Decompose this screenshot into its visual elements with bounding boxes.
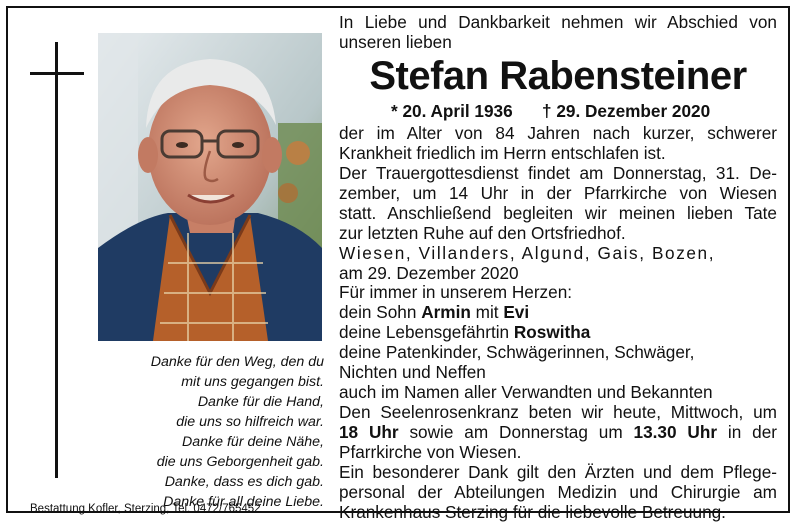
poem-line: Danke für deine Nähe, [182, 434, 324, 450]
poem-line: Danke für den Weg, den du [150, 354, 324, 370]
poem-line: die uns Geborgenheit gab. [156, 454, 324, 470]
body-line: Wiesen, Villanders, Algund, Gais, Bozen, [339, 243, 716, 263]
poem-line: mit uns gegangen bist. [181, 374, 324, 390]
mourners-heading: Für immer in unserem Herzen: [339, 282, 573, 302]
poem [96, 352, 324, 512]
rosary-text: sowie am Donnerstag um [398, 422, 634, 442]
body-line: der im Alter von 84 Jahren nach kurzer, schwerer [339, 123, 777, 143]
rosary-line: Pfarrkirche von Wiesen. [339, 442, 522, 462]
birth-date: * 20. April 1936 [391, 101, 513, 121]
body-line: statt. Anschließend begleiten wir meinen lieben Tate [339, 203, 777, 223]
body-line: Der Trauergottesdienst findet am Donnerstag, 31. De- [339, 163, 777, 183]
poem-line: Danke für die Hand, [197, 394, 324, 410]
thanks-notice [339, 462, 777, 522]
mourner-name: Roswitha [513, 322, 591, 342]
rosary-line [339, 422, 777, 442]
mourners-list [339, 282, 777, 402]
mourner-name: Armin [421, 302, 471, 322]
cross-icon [55, 42, 58, 478]
body-line: am 29. Dezember 2020 [339, 263, 519, 283]
deceased-name: Stefan Rabensteiner [369, 54, 747, 98]
poem-line: die uns so hilfreich war. [176, 414, 324, 430]
mourner-text: dein Sohn [339, 302, 422, 322]
thanks-line: Ein besonderer Dank gilt den Ärzten und dem Pflege- [339, 462, 777, 482]
rosary-time: 13.30 Uhr [633, 422, 718, 442]
body-line: zember, um 14 Uhr in der Pfarrkirche von Wiesen [339, 183, 777, 203]
undertaker-credit: Bestattung Kofler, Sterzing, Tel. 0472/765452 [30, 503, 261, 515]
mourner-name: Evi [503, 302, 530, 322]
portrait-photo [98, 33, 322, 341]
thanks-line: personal der Abteilungen Medizin und Chirurgie am [339, 482, 777, 502]
death-date: † 29. Dezember 2020 [542, 101, 711, 121]
mourner-line [339, 322, 777, 342]
body-line: Krankheit friedlich im Herrn entschlafen ist. [339, 143, 666, 163]
intro-line: unseren lieben [339, 32, 452, 52]
mourner-line [339, 302, 777, 322]
mourner-line: Nichten und Neffen [339, 362, 486, 382]
mourner-text: deine Lebensgefährtin [339, 322, 514, 342]
poem-line: Danke, dass es dich gab. [164, 474, 324, 490]
rosary-time: 18 Uhr [339, 422, 399, 442]
body-line: zur letzten Ruhe auf den Ortsfriedhof. [339, 223, 626, 243]
rosary-line: Den Seelenrosenkranz beten wir heute, Mittwoch, um [339, 402, 777, 422]
mourner-text: mit [470, 302, 504, 322]
intro-line: In Liebe und Dankbarkeit nehmen wir Abschied von [339, 12, 777, 32]
mourner-line: deine Patenkinder, Schwägerinnen, Schwäger, [339, 342, 695, 362]
thanks-line: Krankenhaus Sterzing für die liebevolle Betreuung. [339, 502, 726, 522]
intro-text [339, 12, 777, 52]
mourner-line: auch im Namen aller Verwandten und Bekannten [339, 382, 713, 402]
rosary-notice [339, 402, 777, 462]
rosary-text: in der [717, 422, 777, 442]
poem-line: Danke für all deine Liebe. [163, 494, 324, 510]
announcement-body [339, 123, 777, 283]
cross-icon-bar [30, 72, 84, 75]
